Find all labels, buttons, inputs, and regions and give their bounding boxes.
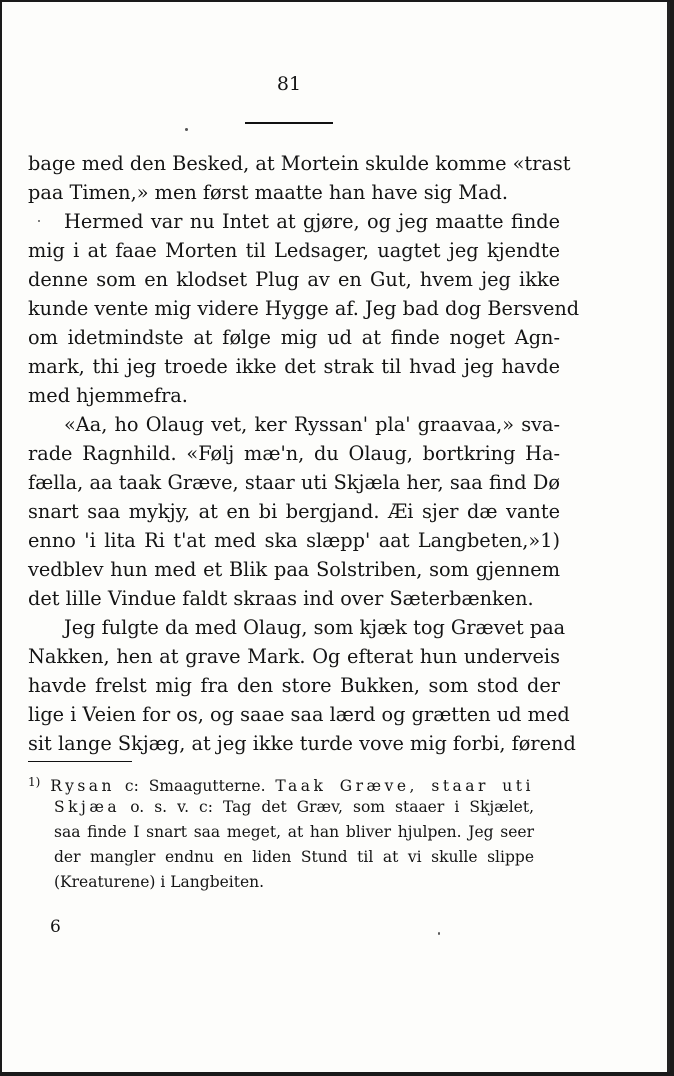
footnote-line [28, 770, 534, 795]
footnote-term: Rysan [50, 777, 116, 795]
body-line: fælla, aa taak Græve, staar uti Skjæla her, saa find Dø [28, 471, 560, 494]
body-line: lige i Veien for os, og saae saa lærd og grætten ud med [28, 703, 570, 726]
body-line: snart saa mykjy, at en bi bergjand. Æi sjer dæ vante [28, 500, 560, 523]
footnote-rule [28, 761, 132, 762]
header-rule [245, 122, 333, 124]
footnote-line: (Kreaturene) i Langbeiten. [54, 873, 265, 891]
body-text [28, 149, 580, 758]
footnote-line: saa finde I snart saa meget, at han bliver hjulpen. Jeg seer [54, 823, 534, 841]
body-line: sit lange Skjæg, at jeg ikke turde vove mig forbi, førend [28, 732, 576, 755]
paper-speck [38, 220, 40, 222]
body-line: mark, thi jeg troede ikke det strak til hvad jeg havde [28, 355, 560, 378]
body-line: denne som en klodset Plug av en Gut, hvem jeg ikke [28, 268, 560, 291]
body-line: mig i at faae Morten til Ledsager, uagtet jeg kjendte [28, 239, 560, 262]
footnote-gloss: c: Smaagutterne. [115, 777, 276, 795]
footnote-term: Taak Græve, staar uti [275, 777, 534, 795]
body-line: det lille Vindue faldt skraas ind over Sæterbænken. [28, 587, 534, 610]
paper-speck [438, 932, 440, 935]
body-line: Nakken, hen at grave Mark. Og efterat hun underveis [28, 645, 560, 668]
signature-mark: 6 [50, 917, 61, 937]
footnote-line [28, 795, 534, 820]
footnote-term: Skjæa [54, 798, 121, 816]
paper-speck [185, 128, 188, 131]
body-line: paa Timen,» men først maatte han have sig Mad. [28, 181, 508, 204]
body-line: bage med den Besked, at Mortein skulde komme «trast [28, 152, 571, 175]
body-line: enno 'i lita Ri t'at med ska slæpp' aat Langbeten,»1) [28, 529, 560, 552]
body-line: med hjemmefra. [28, 384, 188, 407]
footnote [28, 770, 534, 895]
footnote-line: der mangler endnu en liden Stund til at vi skulle slippe [54, 848, 534, 866]
body-line: havde frelst mig fra den store Bukken, som stod der [28, 674, 560, 697]
body-line: Jeg fulgte da med Olaug, som kjæk tog Grævet paa [64, 616, 566, 639]
body-line: rade Ragnhild. «Følj mæ'n, du Olaug, bortkring Ha- [28, 442, 560, 465]
body-line: vedblev hun med et Blik paa Solstriben, som gjennem [28, 558, 560, 581]
page-number: 81 [276, 73, 302, 95]
body-line: kunde vente mig videre Hygge af. Jeg bad dog Bersvend [28, 297, 580, 320]
book-page [2, 2, 670, 1072]
body-line: om idetmindste at følge mig ud at finde noget Agn- [28, 326, 560, 349]
footnote-marker: 1) [28, 775, 41, 789]
footnote-gloss: o. s. v. c: Tag det Græv, som staaer i Skjælet, [120, 798, 534, 816]
body-line: «Aa, ho Olaug vet, ker Ryssan' pla' graavaa,» sva- [64, 413, 560, 436]
body-line: Hermed var nu Intet at gjøre, og jeg maatte finde [64, 210, 560, 233]
